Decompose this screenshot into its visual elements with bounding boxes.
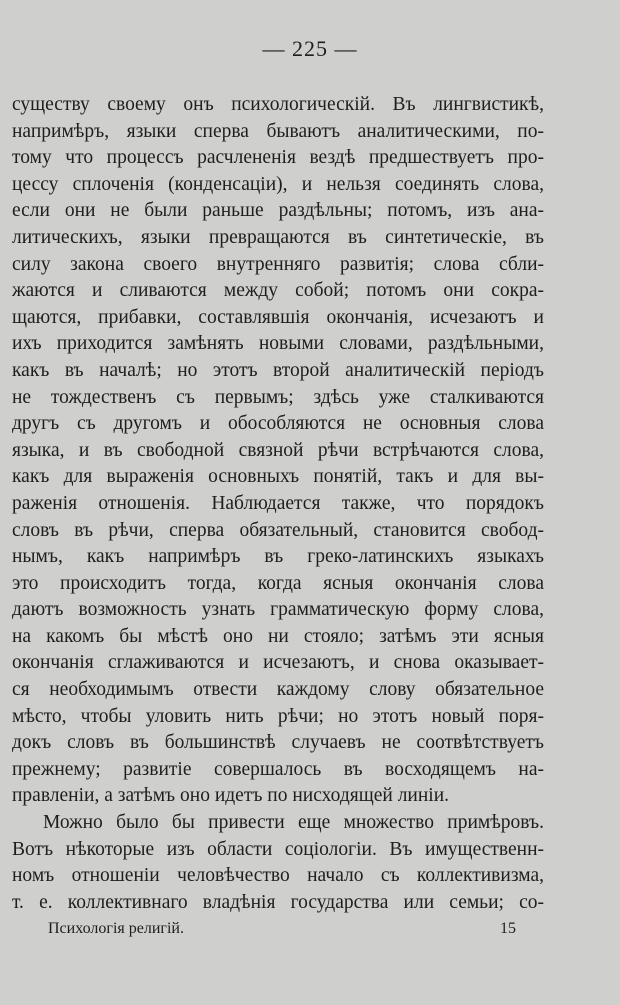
text-line: это происходитъ тогда, когда ясныя окончанія слова — [12, 572, 544, 594]
text-line: если они не были раньше раздѣльны; потомъ, изъ ана- — [12, 200, 544, 222]
page-footer — [48, 920, 516, 938]
text-line: силу закона своего внутренняго развитія; слова сбли- — [12, 253, 544, 275]
body-text — [12, 92, 544, 916]
text-line: какъ для выраженія основныхъ понятій, такъ и для вы- — [12, 466, 544, 488]
text-line: Вотъ нѣкоторые изъ области соціологіи. Въ имущественн- — [12, 838, 544, 860]
text-line: даютъ возможность узнать грамматическую форму слова, — [12, 599, 544, 621]
text-line: жаются и сливаются между собой; потомъ они сокра- — [12, 280, 544, 302]
text-line: номъ отношеніи человѣчество начало съ коллективизма, — [12, 865, 544, 887]
text-line: существу своему онъ психологическій. Въ лингвистикѣ, — [12, 94, 544, 115]
text-line: тому что процессъ расчлененія вездѣ предшествуетъ про- — [12, 147, 544, 169]
text-line: литическихъ, языки превращаются въ синтетическіе, въ — [12, 226, 544, 248]
running-title: Психологія религій. — [48, 920, 184, 937]
signature-mark: 15 — [500, 920, 516, 937]
text-line: не тождественъ съ первымъ; здѣсь уже сталкиваются — [12, 386, 544, 408]
text-line: нымъ, какъ напримѣръ въ греко-латинскихъ языкахъ — [12, 546, 544, 568]
text-line: правленіи, а затѣмъ оно идетъ по нисходящей линіи. — [12, 785, 450, 807]
paragraph — [12, 92, 544, 810]
text-line: другъ съ другомъ и обособляются не основныя слова — [12, 413, 544, 435]
text-line: окончанія сглаживаются и исчезаютъ, и снова оказывает- — [12, 652, 544, 674]
text-line: мѣсто, чтобы уловить нить рѣчи; но этотъ новый поря- — [12, 705, 544, 727]
text-line: на какомъ бы мѣстѣ оно ни стояло; затѣмъ эти ясныя — [12, 625, 544, 647]
text-line: ихъ приходится замѣнять новыми словами, раздѣльными, — [12, 333, 544, 355]
text-line: напримѣръ, языки сперва бываютъ аналитическими, по- — [12, 120, 544, 142]
text-line: ся необходимымъ отвести каждому слову обязательное — [12, 679, 544, 701]
paragraph — [12, 810, 544, 916]
text-line: щаются, прибавки, составлявшія окончанія, исчезаютъ и — [12, 306, 544, 328]
text-line: т. е. коллективнаго владѣнія государства или семьи; со- — [12, 891, 544, 913]
text-line: цессу сплоченія (конденсаціи), и нельзя соединять слова, — [12, 173, 544, 195]
text-line: раженія отношенія. Наблюдается также, что порядокъ — [12, 492, 544, 514]
text-line: языка, и въ свободной связной рѣчи встрѣчаются слова, — [12, 439, 544, 461]
text-line: докъ словъ въ большинствѣ случаевъ не соотвѣтствуетъ — [12, 732, 544, 754]
page-number: — 225 — — [262, 36, 358, 61]
text-line: прежнему; развитіе совершалось въ восходящемъ на- — [12, 758, 544, 780]
text-line: Можно было бы привести еще множество примѣровъ. — [43, 812, 544, 834]
text-line: словъ въ рѣчи, сперва обязательный, становится свобод- — [12, 519, 544, 541]
text-line: какъ въ началѣ; но этотъ второй аналитическій періодъ — [12, 359, 544, 381]
